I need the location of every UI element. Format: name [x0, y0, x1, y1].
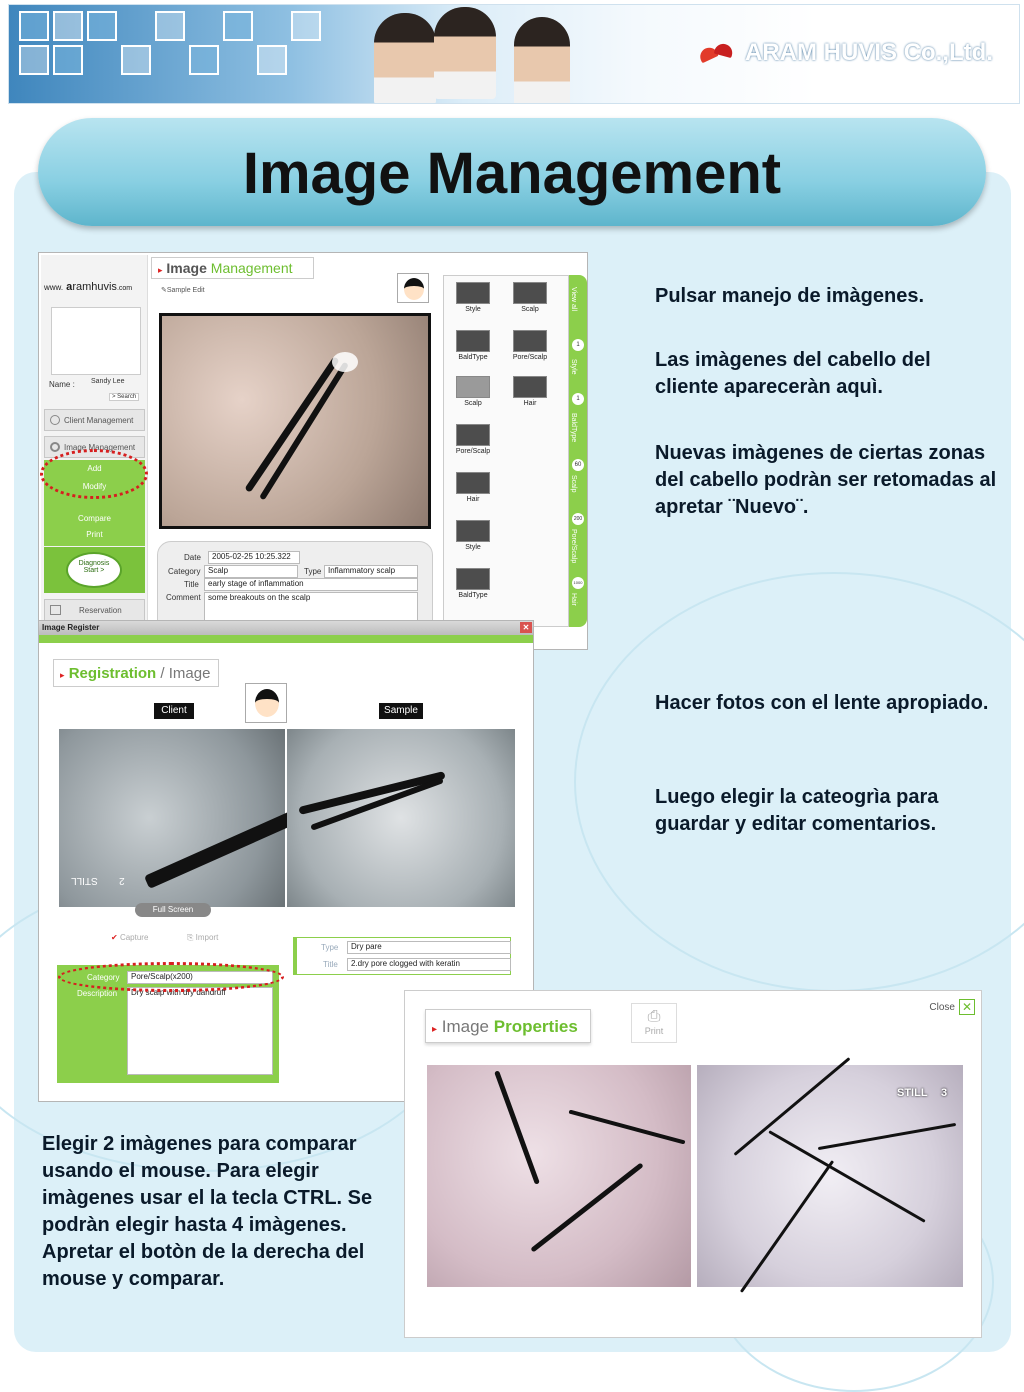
highlight-add-modify: [40, 449, 148, 499]
still-indicator: STILL: [897, 1087, 928, 1099]
arrow-icon: ▸: [60, 670, 65, 680]
arrow-icon: ▸: [432, 1024, 438, 1035]
banner-tile: [53, 45, 83, 75]
submenu-print[interactable]: Print: [86, 530, 103, 539]
capture-icon: ✔: [111, 933, 118, 942]
banner-person-photo: [434, 7, 496, 99]
banner-tile: [19, 45, 49, 75]
still-indicator: STILL: [71, 875, 98, 886]
thumb-label: Scalp: [464, 400, 482, 407]
title-label: Title: [323, 960, 338, 969]
thumb-image[interactable]: [513, 282, 547, 304]
type-label: Type: [321, 943, 339, 952]
magnifier-icon: [50, 442, 60, 452]
thumb-image[interactable]: [456, 330, 490, 352]
description-label: Description: [77, 989, 118, 998]
hair-strand: [818, 1123, 956, 1150]
category-label: Category: [87, 973, 120, 982]
window-title: Image Register: [42, 623, 100, 632]
site-logo: www. aramhuvis.com: [44, 281, 133, 293]
tab-count: 1: [572, 393, 584, 405]
submenu-modify[interactable]: Modify: [82, 482, 107, 491]
note-lens: Hacer fotos con el lente apropiado.: [655, 692, 989, 714]
banner-tile: [121, 45, 151, 75]
tab-count: 200: [572, 513, 584, 525]
thumb-image[interactable]: [456, 282, 490, 304]
tab-count: 1: [572, 339, 584, 351]
submenu-add[interactable]: Add: [87, 464, 102, 473]
note-new-images: Nuevas imàgenes de ciertas zonas del cabello podràn ser retomadas al apretar ¨Nuevo¨.: [655, 442, 997, 518]
thumb-image[interactable]: [456, 568, 490, 590]
thumb-image[interactable]: [513, 330, 547, 352]
thumb-label: BaldType: [458, 354, 488, 361]
thumb-label: BaldType: [458, 592, 488, 599]
capture-button[interactable]: ✔ Capture: [111, 933, 149, 942]
aram-logo-icon: [699, 42, 737, 64]
tab-count: 1000: [572, 577, 584, 589]
green-strip: [39, 635, 534, 643]
main-scalp-image[interactable]: [159, 313, 431, 529]
thumb-label: Pore/Scalp: [455, 448, 491, 455]
thumb-image[interactable]: [513, 376, 547, 398]
comment-label: Comment: [166, 593, 201, 602]
smile-icon: [50, 415, 60, 425]
name-value: Sandy Lee: [91, 378, 125, 385]
image-management-button[interactable]: Image Management: [44, 436, 145, 458]
image-management-screenshot: [38, 252, 588, 650]
arrow-icon: ▸: [158, 265, 163, 275]
thumb-image[interactable]: [456, 472, 490, 494]
category-field[interactable]: Pore/Scalp(x200): [127, 971, 273, 984]
tab-baldtype[interactable]: BaldType: [570, 413, 577, 443]
image-number: 3: [941, 1087, 948, 1099]
hair-strand: [740, 1160, 834, 1293]
category-label: Category: [168, 567, 201, 576]
type-title-group: [293, 937, 511, 975]
date-field[interactable]: 2005-02-25 10:25.322: [208, 551, 300, 564]
thumb-image[interactable]: [456, 424, 490, 446]
import-icon: ⎘: [187, 933, 194, 942]
title-label: Title: [184, 580, 199, 589]
hair-strand: [530, 1162, 643, 1252]
thumb-label: Hair: [466, 496, 480, 503]
avatar-face-icon: [404, 278, 424, 300]
banner-person-photo: [514, 17, 570, 104]
image-properties-window: [404, 990, 982, 1338]
title-select[interactable]: 2.dry pore clogged with keratin: [347, 958, 511, 971]
thumb-label: Hair: [523, 400, 537, 407]
thumb-label: Style: [465, 544, 481, 551]
category-field[interactable]: Scalp: [204, 565, 298, 578]
title-bar: [38, 118, 986, 226]
search-button[interactable]: > Search: [109, 393, 139, 401]
hair-strand: [494, 1070, 540, 1184]
reservation-button[interactable]: Reservation: [44, 599, 145, 621]
sample-label: Sample: [379, 703, 423, 719]
tab-style[interactable]: Style: [570, 359, 577, 375]
close-icon: ✕: [959, 999, 975, 1015]
diagnosis-start-button[interactable]: Diagnosis Start >: [66, 552, 122, 588]
section-heading: ▸ Image Management: [151, 257, 314, 279]
tab-hair[interactable]: Hair: [570, 593, 577, 606]
type-label: Type: [304, 567, 322, 576]
sample-edit-button[interactable]: ✎Sample Edit: [161, 287, 205, 294]
category-side-tabs: [569, 275, 587, 627]
thumb-image[interactable]: [456, 520, 490, 542]
decor-swirl: [574, 572, 1024, 992]
note-compare: Elegir 2 imàgenes para comparar usando el mouse. Para elegir imàgenes usar el la tecla CTRL. Se podràn elegir hasta 4 imàgenes. Apretar el botòn de la derecha del mouse y comparar.: [42, 1133, 373, 1290]
highlight-category: [58, 962, 284, 992]
note-category: Luego elegir la cateogrìa para guardar y editar comentarios.: [655, 786, 939, 835]
name-label: Name :: [49, 380, 75, 389]
thumbnail-panel: [443, 275, 569, 627]
hair-strand: [244, 356, 339, 493]
note-client-images: Las imàgenes del cabello del cliente apareceràn aquì.: [655, 349, 931, 398]
thumb-label: Style: [465, 306, 481, 313]
client-avatar: [397, 273, 429, 303]
banner-tile: [19, 11, 49, 41]
company-logo: [699, 39, 993, 67]
full-screen-button[interactable]: Full Screen: [135, 903, 211, 917]
banner-tile: [291, 11, 321, 41]
registration-heading: ▸ Registration / Image: [53, 659, 219, 687]
edit-icon: ✎: [161, 287, 167, 294]
type-field[interactable]: Inflammatory scalp: [324, 565, 418, 578]
thumb-label: Pore/Scalp: [512, 354, 548, 361]
banner-tile: [257, 45, 287, 75]
diagnosis-area: [44, 547, 145, 593]
properties-heading: ▸ Image Properties: [425, 1009, 591, 1043]
title-field[interactable]: early stage of inflammation: [204, 578, 418, 591]
type-select[interactable]: Dry pare: [347, 941, 511, 954]
calendar-icon: [50, 605, 61, 615]
client-label: Client: [154, 703, 194, 719]
header-banner: [8, 4, 1020, 104]
window-titlebar: [39, 621, 534, 635]
sample-image[interactable]: [287, 729, 515, 907]
thumb-label: Scalp: [521, 306, 539, 313]
company-name: ARAM HUVIS Co.,Ltd.: [745, 39, 993, 66]
compare-image-right[interactable]: [697, 1065, 963, 1287]
client-avatar: [245, 683, 287, 723]
printer-icon: ⎙: [647, 1008, 661, 1025]
banner-tile: [87, 11, 117, 41]
banner-tile: [223, 11, 253, 41]
thumb-image-selected[interactable]: [456, 376, 490, 398]
banner-person-photo: [374, 13, 436, 104]
page-title: Image Management: [242, 141, 782, 206]
hair-strand: [259, 362, 349, 501]
client-management-button[interactable]: Client Management: [44, 409, 145, 431]
tab-count: 60: [572, 459, 584, 471]
tab-view-all[interactable]: View all: [570, 287, 577, 311]
banner-tile: [53, 11, 83, 41]
banner-tile: [155, 11, 185, 41]
image-number: 2: [119, 875, 125, 886]
tab-scalp[interactable]: Scalp: [570, 475, 577, 493]
submenu-compare[interactable]: Compare: [78, 514, 111, 523]
hair-strand: [569, 1110, 686, 1145]
close-button[interactable]: Close ✕: [929, 999, 975, 1015]
hair-strand: [734, 1057, 851, 1156]
close-icon[interactable]: ✕: [520, 622, 532, 633]
print-button[interactable]: ⎙ Print: [631, 1003, 677, 1043]
compare-image-left[interactable]: [427, 1065, 691, 1287]
avatar-face-icon: [255, 689, 279, 717]
client-live-image[interactable]: [59, 729, 285, 907]
import-button[interactable]: ⎘ Import: [187, 933, 219, 942]
client-photo-box: [51, 307, 141, 375]
tab-porescalp[interactable]: Pore/Scalp: [570, 529, 577, 564]
description-field[interactable]: Dry scalp with dry dandruff: [127, 987, 273, 1075]
comment-field[interactable]: some breakouts on the scalp: [204, 592, 418, 622]
flake: [332, 352, 358, 372]
date-label: Date: [184, 553, 201, 562]
note-management: Pulsar manejo de imàgenes.: [655, 285, 924, 307]
banner-tile: [189, 45, 219, 75]
